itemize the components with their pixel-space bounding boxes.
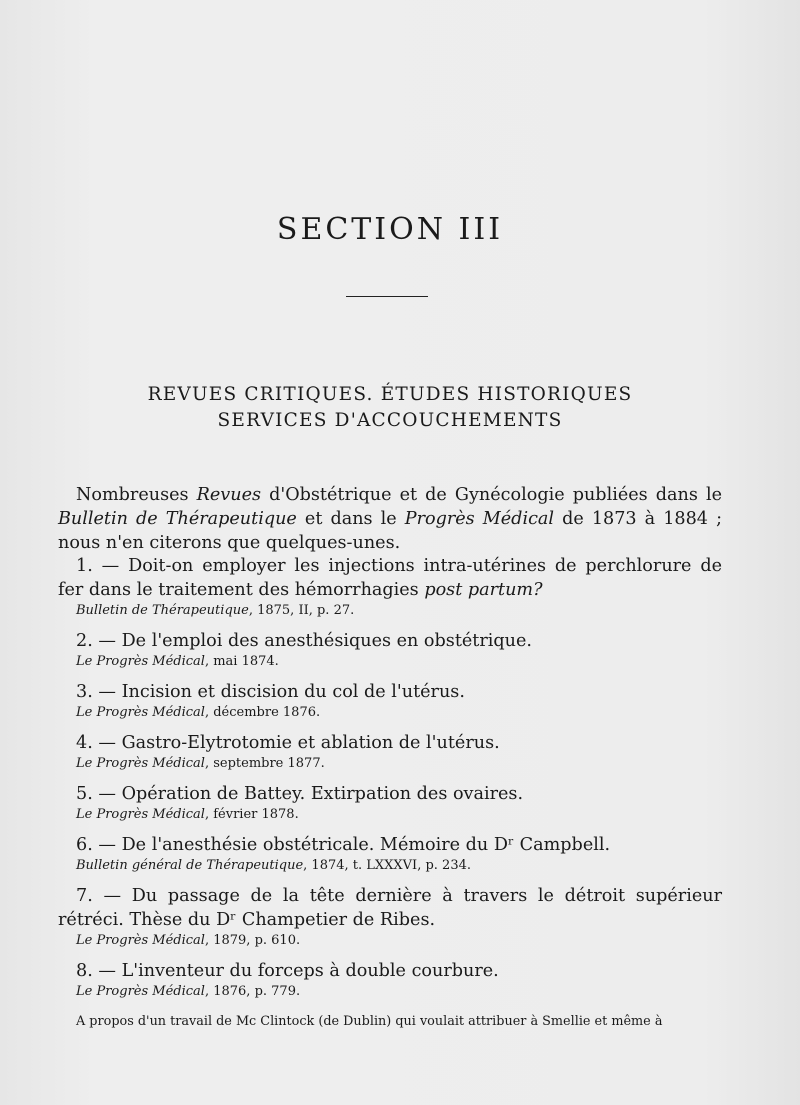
entry-number: 3. — [76, 682, 93, 702]
entry-dash: — — [92, 631, 122, 651]
intro-revues: Revues — [196, 485, 262, 505]
entry-dash: — — [92, 835, 122, 855]
bibliography-entry — [58, 782, 722, 824]
bibliography-entry — [58, 833, 722, 875]
bibliography-entry — [58, 959, 722, 1001]
entry-title: Incision et discision du col de l'utérus. — [121, 682, 465, 702]
entry-number: 4. — [76, 733, 93, 753]
entry-title: L'inventeur du forceps à double courbure. — [121, 961, 499, 981]
entry-number: 8. — [76, 961, 93, 981]
entry-title: Du passage de la tête dernière à travers le détroit supérieur rétréci. Thèse du Dʳ Champetier de Ribes. — [58, 886, 723, 930]
entry-journal: Bulletin de Thérapeutique — [76, 603, 249, 618]
entry-dash: — — [92, 784, 122, 804]
entry-dash: — — [92, 733, 122, 753]
entry-title-italic: post partum? — [424, 580, 543, 600]
entry-dash: — — [92, 886, 132, 906]
entry-dash: — — [92, 682, 122, 702]
entry-number: 1. — [76, 556, 93, 576]
title-divider — [346, 296, 428, 297]
entry-reference — [76, 653, 722, 671]
entry-title-line — [58, 959, 722, 983]
entry-reference — [76, 704, 722, 722]
entry-title: Doit-on employer les injections intra-utérines de perchlorure de fer dans le traitement des hémorrhagies — [58, 556, 722, 600]
entry-details: , 1875, II, p. 27. — [248, 603, 355, 618]
entry-reference — [76, 932, 722, 950]
entry-details: , 1874, t. LXXXVI, p. 234. — [303, 858, 471, 873]
entry-details: , février 1878. — [204, 807, 299, 822]
entry-title: Gastro-Elytrotomie et ablation de l'utérus. — [121, 733, 500, 753]
entry-title-line — [58, 884, 722, 932]
entry-journal: Le Progrès Médical — [76, 756, 205, 771]
entry-title: De l'emploi des anesthésiques en obstétrique. — [121, 631, 533, 651]
entry-reference — [76, 806, 722, 824]
entry-title: De l'anesthésie obstétricale. Mémoire du Dʳ Campbell. — [121, 835, 611, 855]
entry-title-line — [58, 629, 722, 653]
entry-title-line — [58, 833, 722, 857]
entry-journal: Le Progrès Médical — [76, 654, 205, 669]
intro-text: et dans le — [296, 509, 405, 529]
entry-details: , 1879, p. 610. — [204, 933, 301, 948]
bibliography-entry — [58, 554, 722, 620]
entry-number: 6. — [76, 835, 93, 855]
bibliography-entry — [58, 680, 722, 722]
intro-text: d'Obstétrique et de Gynécologie publiées dans le — [261, 485, 722, 505]
entry-number: 2. — [76, 631, 93, 651]
entry-title-line — [58, 782, 722, 806]
entry-journal: Le Progrès Médical — [76, 984, 205, 999]
entry-reference — [76, 602, 722, 620]
subtitle-line-2: SERVICES D'ACCOUCHEMENTS — [217, 410, 563, 431]
intro-text: de 1873 à 1884 ; nous n'en citerons que quelques-unes. — [58, 509, 722, 553]
entry-dash: — — [92, 556, 129, 576]
footnote-text: A propos d'un travail de Mc Clintock (de Dublin) qui voulait attribuer à Smellie et même à — [76, 1014, 663, 1029]
intro-progres: Progrès Médical — [404, 509, 555, 529]
entry-journal: Le Progrès Médical — [76, 807, 205, 822]
entry-reference — [76, 857, 722, 875]
entry-dash: — — [92, 961, 122, 981]
bibliography-entry — [58, 629, 722, 671]
section-title: SECTION III — [276, 212, 504, 247]
intro-paragraph — [58, 483, 722, 555]
bibliography-list — [58, 554, 722, 1010]
entry-reference — [76, 755, 722, 773]
entry-journal: Bulletin général de Thérapeutique — [76, 858, 304, 873]
entry-number: 7. — [76, 886, 93, 906]
entry-title-line — [58, 680, 722, 704]
entry-details: , décembre 1876. — [204, 705, 321, 720]
entry-title: Opération de Battey. Extirpation des ovaires. — [121, 784, 524, 804]
entry-title-line — [58, 731, 722, 755]
intro-text: Nombreuses — [76, 485, 197, 505]
entry-reference — [76, 983, 722, 1001]
entry-journal: Le Progrès Médical — [76, 705, 205, 720]
entry-details: , 1876, p. 779. — [204, 984, 301, 999]
intro-bulletin: Bulletin de Thérapeutique — [58, 509, 297, 529]
entry-details: , septembre 1877. — [204, 756, 325, 771]
entry-title-line — [58, 554, 722, 602]
entry-details: , mai 1874. — [204, 654, 279, 669]
subtitle-line-1: REVUES CRITIQUES. ÉTUDES HISTORIQUES — [147, 384, 633, 405]
bibliography-entry — [58, 884, 722, 950]
bibliography-entry — [58, 731, 722, 773]
entry-number: 5. — [76, 784, 93, 804]
entry-journal: Le Progrès Médical — [76, 933, 205, 948]
